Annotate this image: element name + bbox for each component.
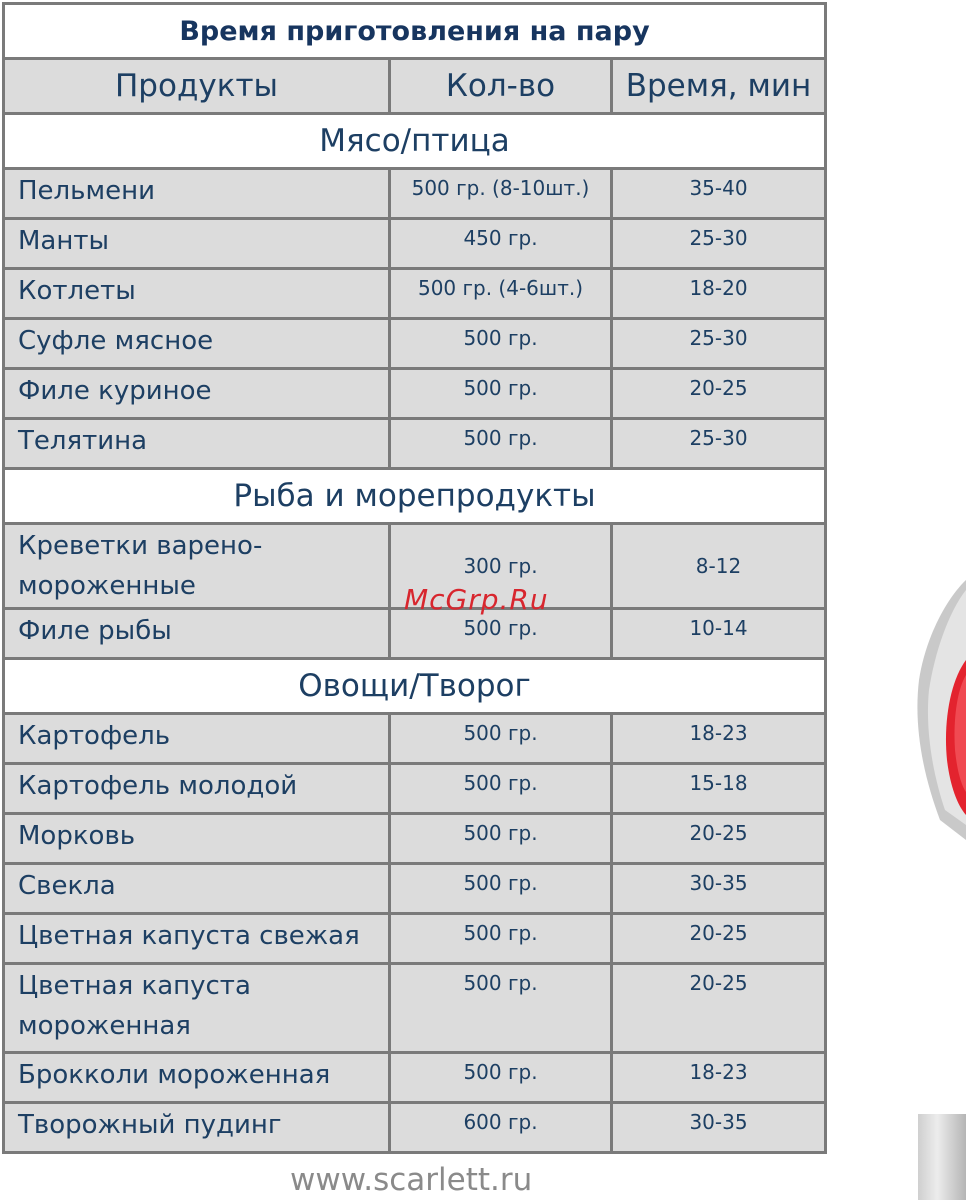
- product-quantity: 500 гр.: [390, 319, 612, 369]
- column-header-products: Продукты: [4, 59, 390, 114]
- product-quantity: 600 гр.: [390, 1103, 612, 1153]
- cooking-time: 20-25: [612, 914, 826, 964]
- cooking-time: 35-40: [612, 169, 826, 219]
- product-name: Креветки варено-мороженные: [4, 524, 390, 609]
- cooking-time: 25-30: [612, 319, 826, 369]
- cooking-time: 18-23: [612, 1053, 826, 1103]
- product-quantity: 500 гр. (8-10шт.): [390, 169, 612, 219]
- cooking-time: 15-18: [612, 764, 826, 814]
- product-quantity: 500 гр.: [390, 1053, 612, 1103]
- product-quantity: 500 гр.: [390, 864, 612, 914]
- cooking-time: 8-12: [612, 524, 826, 609]
- product-name: Картофель молодой: [4, 764, 390, 814]
- table-row: [4, 914, 826, 964]
- product-name: Филе рыбы: [4, 609, 390, 659]
- cooking-time: 25-30: [612, 219, 826, 269]
- table-row: [4, 319, 826, 369]
- table-row: [4, 609, 826, 659]
- product-quantity: 500 гр. (4-6шт.): [390, 269, 612, 319]
- table-row: [4, 369, 826, 419]
- product-name: Свекла: [4, 864, 390, 914]
- cooking-time: 20-25: [612, 369, 826, 419]
- section-fish-seafood: Рыба и морепродукты: [4, 469, 826, 524]
- table-row: [4, 419, 826, 469]
- table-row: [4, 814, 826, 864]
- product-quantity: 500 гр.: [390, 914, 612, 964]
- table-row: [4, 219, 826, 269]
- product-name: Пельмени: [4, 169, 390, 219]
- product-name: Цветная капуста свежая: [4, 914, 390, 964]
- product-quantity: 500 гр.: [390, 714, 612, 764]
- footer-website: www.scarlett.ru: [290, 1162, 533, 1198]
- product-quantity: 500 гр.: [390, 814, 612, 864]
- table-row: [4, 964, 826, 1053]
- product-name: Телятина: [4, 419, 390, 469]
- table-row: [4, 1053, 826, 1103]
- cooking-time: 10-14: [612, 609, 826, 659]
- product-name: Цветная капуста мороженная: [4, 964, 390, 1053]
- product-name: Котлеты: [4, 269, 390, 319]
- cooking-time: 20-25: [612, 964, 826, 1053]
- product-name: Картофель: [4, 714, 390, 764]
- cooking-time: 18-23: [612, 714, 826, 764]
- cooking-time: 20-25: [612, 814, 826, 864]
- appliance-base-fragment: [918, 1114, 966, 1200]
- section-vegetables-curd: Овощи/Творог: [4, 659, 826, 714]
- product-quantity: 300 гр.: [390, 524, 612, 609]
- cooking-time: 30-35: [612, 1103, 826, 1153]
- product-quantity: 450 гр.: [390, 219, 612, 269]
- table-title: Время приготовления на пару: [4, 4, 826, 59]
- product-name: Филе куриное: [4, 369, 390, 419]
- column-header-time: Время, мин: [612, 59, 826, 114]
- table-row: [4, 714, 826, 764]
- product-quantity: 500 гр.: [390, 764, 612, 814]
- product-name: Суфле мясное: [4, 319, 390, 369]
- table-row: [4, 269, 826, 319]
- product-name: Творожный пудинг: [4, 1103, 390, 1153]
- watermark-text: McGrp.Ru: [404, 583, 549, 616]
- product-quantity: 500 гр.: [390, 419, 612, 469]
- steam-cooking-table: [2, 2, 827, 1154]
- table-row: [4, 764, 826, 814]
- cooking-time: 25-30: [612, 419, 826, 469]
- product-name: Брокколи мороженная: [4, 1053, 390, 1103]
- product-quantity: 500 гр.: [390, 964, 612, 1053]
- product-quantity: 500 гр.: [390, 609, 612, 659]
- column-header-quantity: Кол-во: [390, 59, 612, 114]
- product-quantity: 500 гр.: [390, 369, 612, 419]
- table-row: [4, 169, 826, 219]
- product-name: Морковь: [4, 814, 390, 864]
- cooking-time: 18-20: [612, 269, 826, 319]
- table-row: [4, 864, 826, 914]
- cooking-time: 30-35: [612, 864, 826, 914]
- table-row: [4, 1103, 826, 1153]
- section-meat-poultry: Мясо/птица: [4, 114, 826, 169]
- product-name: Манты: [4, 219, 390, 269]
- appliance-photo-fragment: [905, 580, 966, 840]
